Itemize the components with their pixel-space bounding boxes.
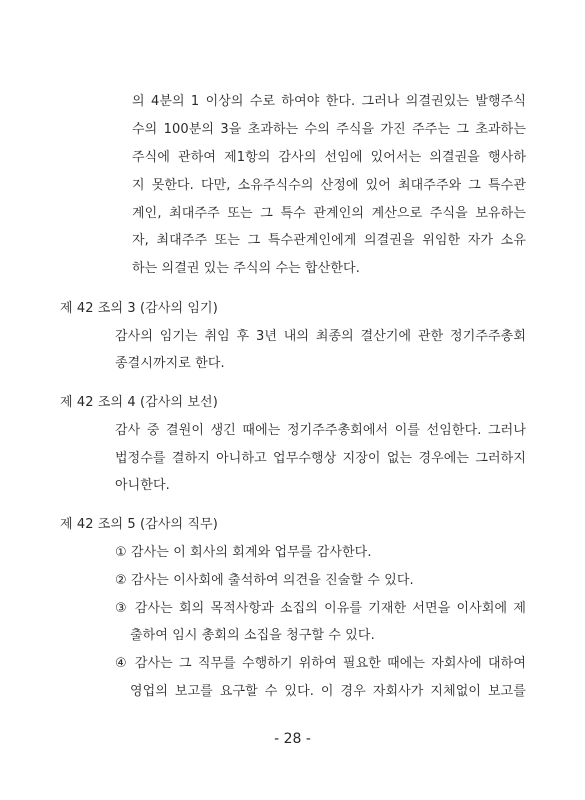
list-item: ② 감사는 이사회에 출석하여 의견을 진술할 수 있다. <box>115 573 414 588</box>
paragraph-line: 지 못한다. 다만, 소유주식수의 산정에 있어 최대주주와 그 특수관 <box>132 178 526 193</box>
paragraph-line: 하는 의결권 있는 주식의 수는 합산한다. <box>132 261 360 276</box>
page-number: - 28 - <box>274 731 311 747</box>
paragraph-line: 의 4분의 1 이상의 수로 하여야 한다. 그러나 의결권있는 발행주식 <box>132 94 526 109</box>
article-heading: 제 42 조의 3 (감사의 임기) <box>60 301 218 316</box>
paragraph-line: 주식에 관하여 제1항의 감사의 선임에 있어서는 의결권을 행사하 <box>132 150 526 165</box>
list-item: ① 감사는 이 회사의 회계와 업무를 감사한다. <box>115 545 372 560</box>
paragraph-line: 수의 100분의 3을 초과하는 수의 주식을 가진 주주는 그 초과하는 <box>132 122 526 137</box>
paragraph-line: 자, 최대주주 또는 그 특수관계인에게 의결권을 위임한 자가 소유 <box>132 233 526 248</box>
paragraph-line: 계인, 최대주주 또는 그 특수 관계인의 계산으로 주식을 보유하는 <box>132 206 526 221</box>
article-line: 법정수를 결하지 아니하고 업무수행상 지장이 없는 경우에는 그러하지 <box>115 451 526 466</box>
article-heading: 제 42 조의 5 (감사의 직무) <box>60 517 218 532</box>
article-line: 감사 중 결원이 생긴 때에는 정기주주총회에서 이를 선임한다. 그러나 <box>115 423 526 438</box>
list-item-continuation: 출하여 임시 총회의 소집을 청구할 수 있다. <box>130 628 375 643</box>
list-item: ④ 감사는 그 직무를 수행하기 위하여 필요한 때에는 자회사에 대하여 <box>115 656 526 671</box>
article-heading: 제 42 조의 4 (감사의 보선) <box>60 395 218 410</box>
list-item: ③ 감사는 회의 목적사항과 소집의 이유를 기재한 서면을 이사회에 제 <box>115 601 526 616</box>
article-line: 아니한다. <box>115 478 170 493</box>
list-item-continuation: 영업의 보고를 요구할 수 있다. 이 경우 자회사가 지체없이 보고를 <box>130 684 526 699</box>
article-line: 종결시까지로 한다. <box>115 356 225 371</box>
article-line: 감사의 임기는 취임 후 3년 내의 최종의 결산기에 관한 정기주주총회 <box>115 329 526 344</box>
